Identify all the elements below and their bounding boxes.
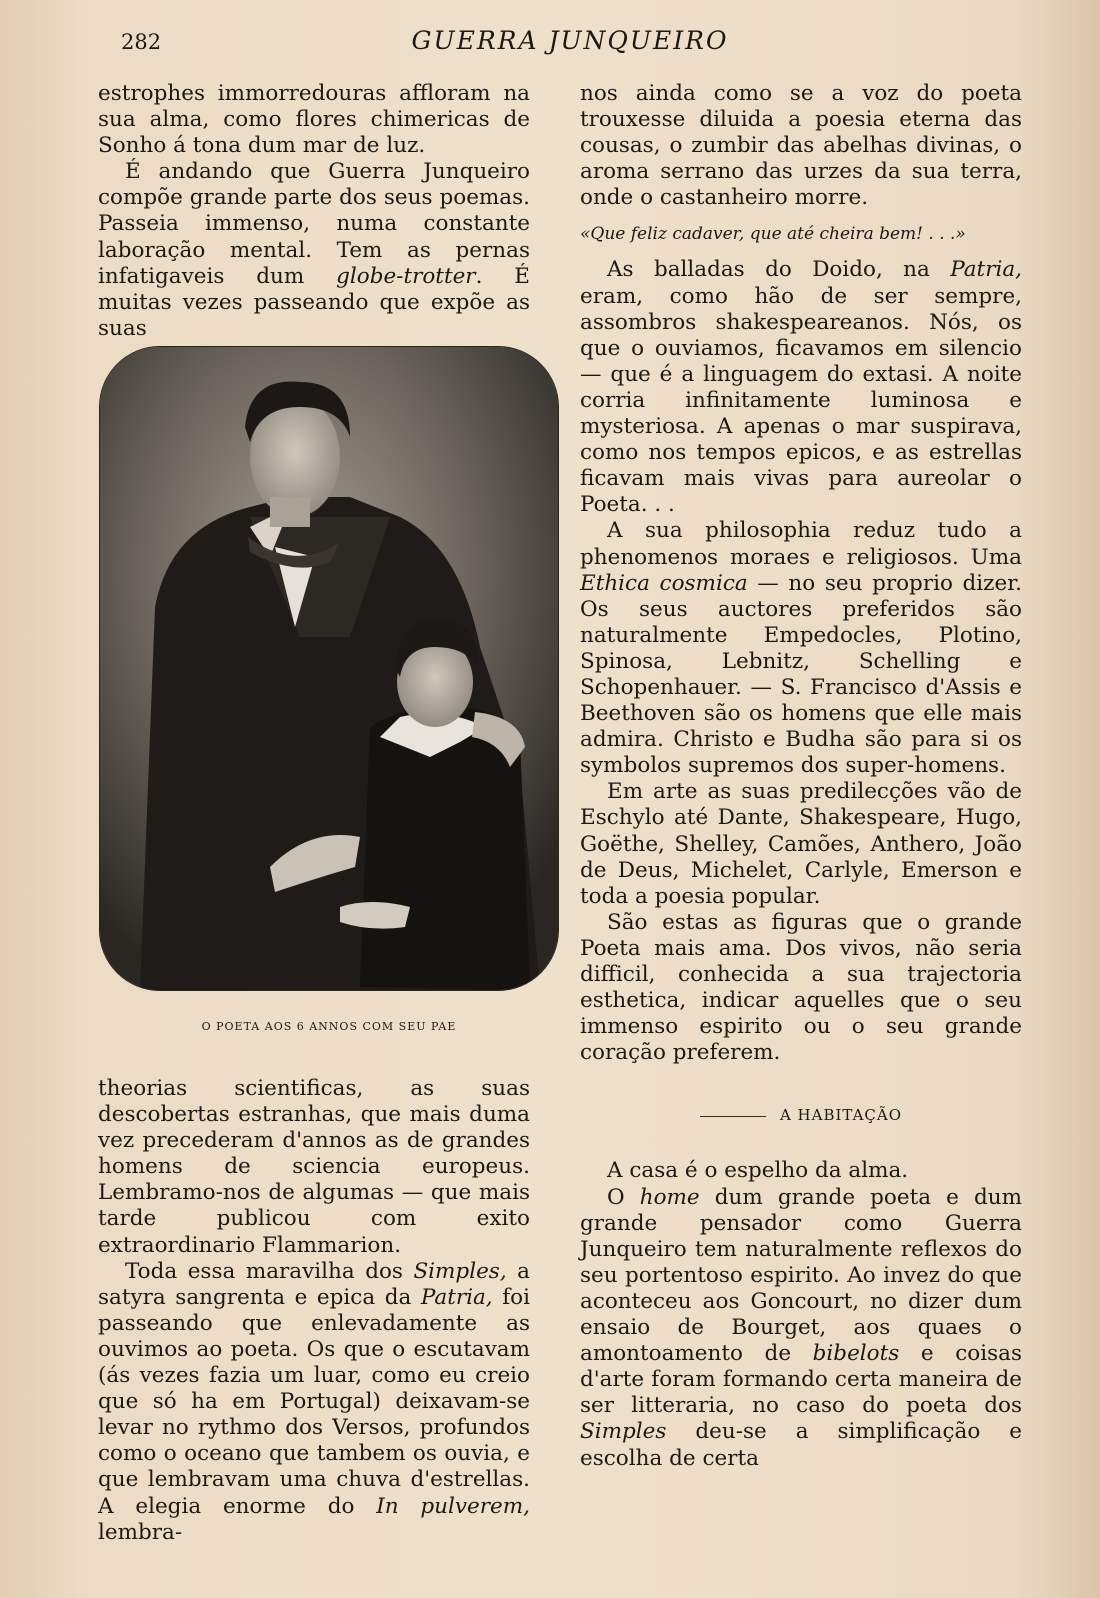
paragraph: A casa é o espelho da alma. <box>607 1158 909 1184</box>
page-number: 282 <box>121 30 162 54</box>
figure-caption: O POETA AOS 6 ANNOS COM SEU PAE <box>201 1020 457 1033</box>
running-title: GUERRA JUNQUEIRO <box>411 26 729 55</box>
paragraph: Em arte as suas predilecções vão de Eschylo até Dante, Shakespeare, Hugo, Goëthe, Shelley, Camões, Anthero, João de Deus, Michelet, Carlyle, Emerson e toda a poesia popular. <box>580 779 1022 909</box>
paragraph: theorias scientificas, as suas descobertas estranhas, que mais duma vez precederam d'annos as de grandes homens de sciencia europeus. Lembramo-nos de algumas — que mais tarde publicou com exito extraordinario Flammarion. <box>98 1076 530 1258</box>
photo-illustration <box>100 347 558 990</box>
paragraph: As balladas do Doido, na Patria, eram, como hão de ser sempre, assombros shakespeareanos. Nós, os que o ouviamos, ficavamos em silencio — que é a linguagem do extasi. A noite corria infinitamente luminosa e mysteriosa. A apenas o mar suspirava, como nos tempos epicos, e as estrellas ficavam mais vivas para aureolar o Poeta. . . <box>580 257 1022 518</box>
heading-rule <box>700 1116 766 1117</box>
page-header <box>0 26 1100 62</box>
right-column <box>580 81 1022 1472</box>
paragraph: estrophes immorredouras affloram na sua alma, como flores chimericas de Sonho á tona dum mar de luz. <box>98 81 530 159</box>
paragraph: A sua philosophia reduz tudo a phenomenos moraes e religiosos. Uma Ethica cosmica — no seu proprio dizer. Os seus auctores preferidos são naturalmente Empedocles, Plotino, Spinosa, Lebnitz, Schelling e Schopenhauer. — S. Francisco d'Assis e Beethoven são os homens que elle mais admira. Christo e Budha são para si os symbolos supremos dos super-homens. <box>580 518 1022 779</box>
left-column-top <box>98 81 530 342</box>
section-heading: A HABITAÇÃO <box>580 1102 1022 1128</box>
paragraph: É andando que Guerra Junqueiro compõe grande parte dos seus poemas. Passeia immenso, numa constante laboração mental. Tem as pernas infatigaveis dum globe-trotter. É muitas vezes passeando que expõe as suas <box>98 159 530 341</box>
paragraph: O home dum grande poeta e dum grande pensador como Guerra Junqueiro tem naturalmente reflexos do seu portentoso espirito. Ao invez do que aconteceu aos Goncourt, no dizer dum ensaio de Bourget, aos quaes o amontoamento de bibelots e coisas d'arte foram formando certa maneira de ser litteraria, no caso do poeta dos Simples deu-se a simplificação e escolha de certa <box>580 1184 1022 1471</box>
paragraph: São estas as figuras que o grande Poeta mais ama. Dos vivos, não seria difficil, conhecida a sua trajectoria esthetica, indicar aquelles que o seu immenso espirito ou o seu grande coração preferem. <box>580 909 1022 1066</box>
paragraph: Toda essa maravilha dos Simples, a satyra sangrenta e epica da Patria, foi passeando que enlevadamente as ouvimos ao poeta. Os que o escutavam (ás vezes fazia um luar, como eu creio que só ha em Portugal) deixavam-se levar no rythmo dos Versos, profundos como o oceano que tambem os ouvia, e que lembravam uma chuva d'estrellas. A elegia enorme do In pulverem, lembra- <box>98 1258 530 1545</box>
portrait-photograph <box>100 347 558 990</box>
verse-quote: «Que feliz cadaver, que até cheira bem! . . .» <box>580 224 966 245</box>
left-column-bottom <box>98 1076 530 1546</box>
paragraph: nos ainda como se a voz do poeta trouxesse diluida a poesia eterna das cousas, o zumbir das abelhas divinas, o aroma serrano das urzes da sua terra, onde o castanheiro morre. <box>580 81 1022 211</box>
